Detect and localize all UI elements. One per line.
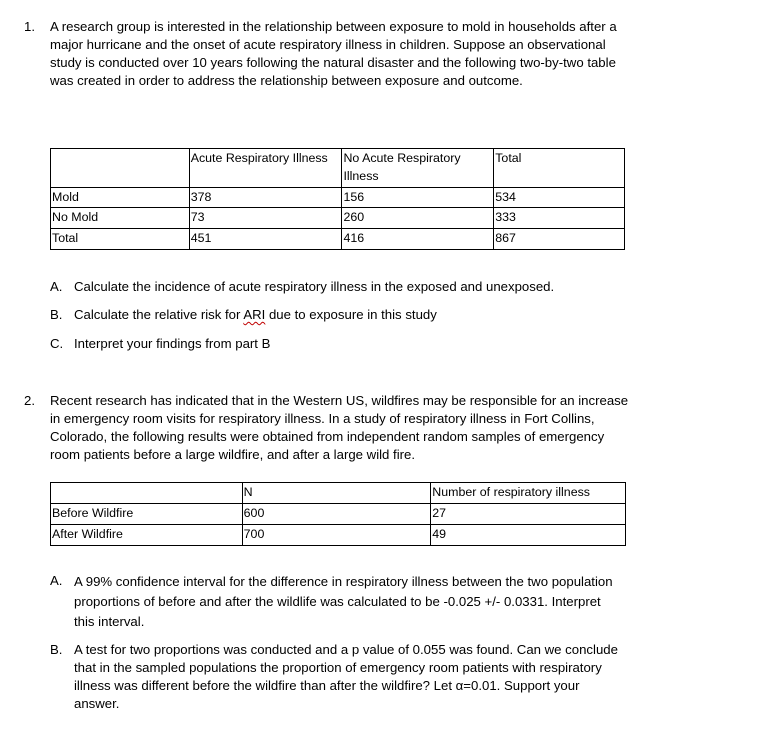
question-1-number: 1. — [24, 19, 35, 34]
table-cell: 534 — [494, 188, 625, 208]
table-row — [51, 208, 625, 229]
table-cell: 451 — [189, 229, 342, 250]
part-label: B. — [50, 307, 63, 322]
part-text: Interpret your findings from part B — [74, 336, 271, 351]
part-text-end: due to exposure in this study — [265, 307, 437, 322]
table-cell: Total — [51, 229, 190, 250]
question-1-text: A research group is interested in the relationship between exposure to mold in households after a major hurricane and the onset of acute respiratory illness in children. Suppose an observational study is conducted over 10 years following the natural disaster and the following two-by-two table was created in order to address the relationship between exposure and outcome. — [50, 19, 617, 88]
table-cell: 700 — [242, 525, 431, 546]
table-cell: Before Wildfire — [51, 504, 243, 525]
table-cell: 867 — [494, 229, 625, 250]
part-text: A 99% confidence interval for the difference in respiratory illness between the two population proportions of before and after the wildlife was calculated to be -0.025 +/- 0.0331. Interpret this interval. — [74, 574, 613, 629]
part-label: B. — [50, 642, 63, 657]
part-label: A. — [50, 279, 63, 294]
part-text: Calculate the incidence of acute respiratory illness in the exposed and unexposed. — [74, 279, 555, 294]
table-row — [51, 504, 626, 525]
table-header-cell: Acute Respiratory Illness — [189, 149, 342, 188]
table-cell — [51, 483, 243, 504]
question-2-number: 2. — [24, 393, 35, 408]
question-2-text: Recent research has indicated that in the Western US, wildfires may be responsible for an increase in emergency room visits for respiratory illness. In a study of respiratory illness in Fort Collins, Colorado, the following results were obtained from independent random samples of emergency room patients before a large wildfire, and after a large wild fire. — [50, 393, 629, 462]
part-label: C. — [50, 336, 64, 351]
table-cell: 156 — [342, 188, 494, 208]
table-header-cell: Number of respiratory illness — [431, 483, 626, 504]
table-cell: 27 — [431, 504, 626, 525]
table-header-cell: Total — [494, 149, 625, 188]
table-cell: After Wildfire — [51, 525, 243, 546]
table-cell: 49 — [431, 525, 626, 546]
table-cell: 73 — [189, 208, 342, 229]
table-row — [51, 229, 625, 250]
spellcheck-flagged-word: ARI — [243, 307, 266, 322]
table-header-row — [51, 483, 626, 504]
table-row — [51, 525, 626, 546]
part-text — [74, 306, 624, 324]
part-text: A test for two proportions was conducted and a p value of 0.055 was found. Can we conclude that in the sampled populations the proportion of emergency room patients with respiratory illness was different before the wildfire than after the wildfire? Let α=0.01. Support your answer. — [74, 642, 618, 711]
table-row — [51, 188, 625, 208]
table-cell: Mold — [51, 188, 190, 208]
table-cell: 260 — [342, 208, 494, 229]
part-text-start: Calculate the relative risk for — [74, 307, 244, 322]
wildfire-table — [50, 482, 626, 546]
table-cell: 333 — [494, 208, 625, 229]
table-cell: No Mold — [51, 208, 190, 229]
table-header-cell: N — [242, 483, 431, 504]
table-cell: 416 — [342, 229, 494, 250]
part-label: A. — [50, 573, 63, 588]
mold-illness-table — [50, 148, 625, 250]
table-header-cell: No Acute Respiratory Illness — [342, 149, 494, 188]
table-header-row — [51, 149, 625, 188]
table-cell — [51, 149, 190, 188]
table-cell: 600 — [242, 504, 431, 525]
table-cell: 378 — [189, 188, 342, 208]
